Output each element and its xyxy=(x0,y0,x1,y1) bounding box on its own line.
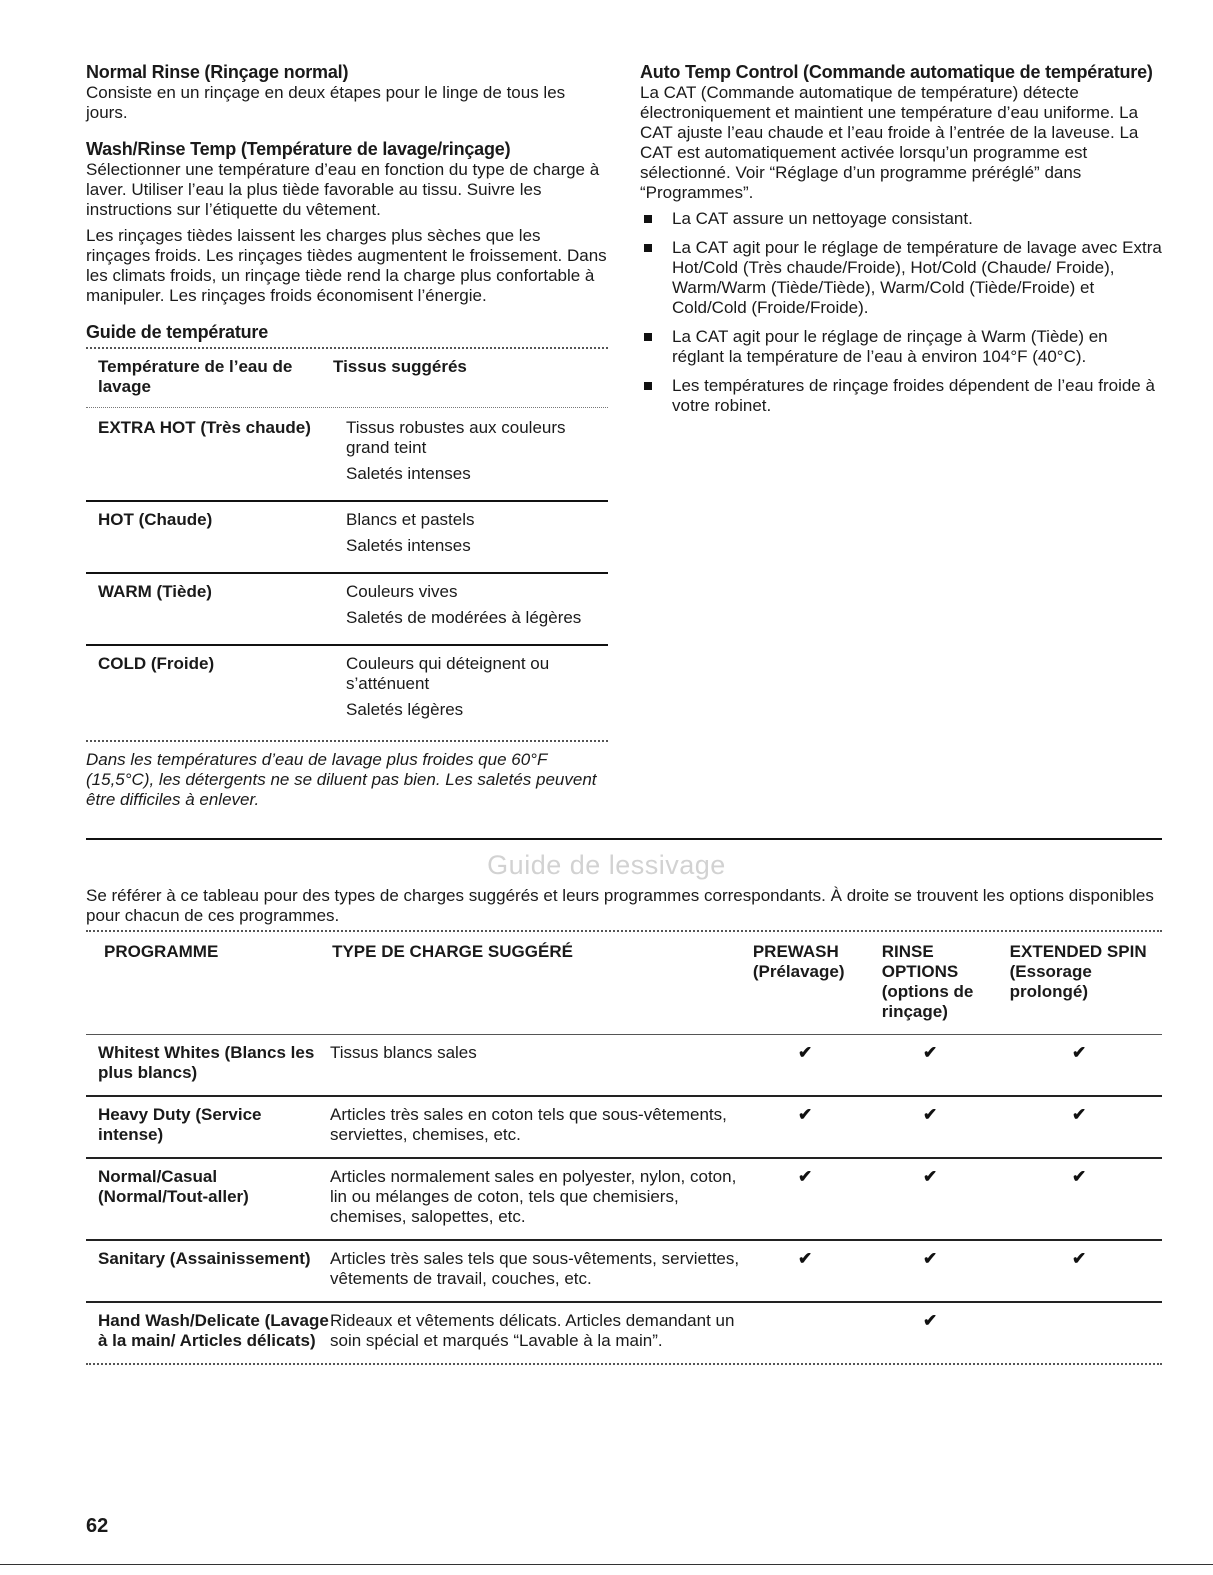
page-number: 62 xyxy=(86,1515,109,1537)
fabric-cell xyxy=(346,510,601,562)
temp-label: HOT (Chaude) xyxy=(98,510,213,529)
table-row xyxy=(86,1095,1162,1157)
fabric-item: Saletés intenses xyxy=(346,464,471,483)
auto-temp-body: La CAT (Commande automatique de température) détecte électroniquement et maintient une température d’eau uniforme. La CAT ajuste l’eau chaude et l’eau froide à l’entrée de la laveuse. La CAT est automatiquement activée lorsqu’un programme est sélectionné. Voir “Réglage d’un programme préréglé” dans “Programmes”. xyxy=(640,83,1139,202)
table-row xyxy=(86,408,608,500)
checkmark-icon: ✔ xyxy=(923,1105,938,1124)
list-item: La CAT agit pour le réglage de rinçage à Warm (Tiède) en réglant la température de l’eau à environ 104°F (40°C). xyxy=(640,327,1162,367)
checkmark-icon: ✔ xyxy=(1072,1167,1087,1186)
wash-rinse-title: Wash/Rinse Temp (Température de lavage/rinçage) xyxy=(86,139,511,159)
header-water-temp: Température de l’eau de lavage xyxy=(98,357,293,396)
dotted-divider xyxy=(86,740,608,742)
load-description: Articles normalement sales en polyester, nylon, coton, lin ou mélanges de coton, tels que chemisiers, chemises, salopettes, etc. xyxy=(330,1167,737,1226)
checkmark-icon: ✔ xyxy=(1072,1249,1087,1268)
checkmark-icon: ✔ xyxy=(798,1105,813,1124)
header-fabrics: Tissus suggérés xyxy=(333,357,467,376)
fabric-item: Couleurs qui déteignent ou s’atténuent xyxy=(346,654,550,693)
bullet-square-icon xyxy=(644,382,652,390)
dotted-divider xyxy=(86,1363,1162,1365)
header-load-type: TYPE DE CHARGE SUGGÉRÉ xyxy=(332,942,573,961)
list-item: La CAT assure un nettoyage consistant. xyxy=(640,209,1162,229)
load-description: Articles très sales en coton tels que sous-vêtements, serviettes, chemises, etc. xyxy=(330,1105,727,1144)
table-row xyxy=(86,572,608,644)
temperature-table xyxy=(86,349,608,736)
temp-label: EXTRA HOT (Très chaude) xyxy=(98,418,311,437)
fabric-item: Blancs et pastels xyxy=(346,510,475,529)
programme-name: Heavy Duty (Service intense) xyxy=(98,1105,262,1144)
temp-label: COLD (Froide) xyxy=(98,654,215,673)
load-description: Rideaux et vêtements délicats. Articles demandant un soin spécial et marqués “Lavable à la main”. xyxy=(330,1311,735,1350)
checkmark-icon: ✔ xyxy=(923,1311,938,1330)
bullet-square-icon xyxy=(644,333,652,341)
table-row xyxy=(86,1157,1162,1239)
wash-rinse-para-2: Les rinçages tièdes laissent les charges plus sèches que les rinçages froids. Les rinçages tièdes augmentent le froissement. Dans les climats froids, un rinçage tiède rend la charge plus confortable à manipuler. Les rinçages froids économisent l’énergie. xyxy=(86,226,607,305)
laundry-guide-intro: Se référer à ce tableau pour des types de charges suggérés et leurs programmes correspondants. À droite se trouvent les options disponibles pour chacun de ces programmes. xyxy=(86,886,1154,925)
fabric-cell xyxy=(346,418,601,490)
header-prewash: PREWASH (Prélavage) xyxy=(752,942,845,981)
normal-rinse-title: Normal Rinse (Rinçage normal) xyxy=(86,62,349,82)
bullet-square-icon xyxy=(644,244,652,252)
temp-guide-title: Guide de température xyxy=(86,322,269,342)
normal-rinse-body: Consiste en un rinçage en deux étapes pour le linge de tous les jours. xyxy=(86,83,566,122)
fabric-item: Saletés de modérées à légères xyxy=(346,608,582,627)
laundry-guide-title: Guide de lessivage xyxy=(487,850,726,880)
header-rinse-options: RINSE OPTIONS (options de rinçage) xyxy=(881,942,974,1021)
table-row xyxy=(86,1239,1162,1301)
header-extended-spin: EXTENDED SPIN (Essorage prolongé) xyxy=(1009,942,1147,1001)
temp-label: WARM (Tiède) xyxy=(98,582,212,601)
table-row xyxy=(86,644,608,736)
bullet-square-icon xyxy=(644,215,652,223)
temperature-table-header xyxy=(86,349,608,407)
load-description: Tissus blancs sales xyxy=(330,1043,477,1062)
programme-name: Hand Wash/Delicate (Lavage à la main/ Articles délicats) xyxy=(98,1311,329,1350)
table-row xyxy=(86,1034,1162,1095)
left-column xyxy=(86,62,608,816)
checkmark-icon: ✔ xyxy=(1072,1043,1087,1062)
list-item: Les températures de rinçage froides dépendent de l’eau froide à votre robinet. xyxy=(640,376,1162,416)
programme-name: Sanitary (Assainissement) xyxy=(98,1249,311,1268)
laundry-table-header xyxy=(86,932,1162,1034)
laundry-guide-table xyxy=(86,930,1162,1365)
checkmark-icon: ✔ xyxy=(798,1167,813,1186)
fabric-cell xyxy=(346,582,601,634)
fabric-item: Tissus robustes aux couleurs grand teint xyxy=(346,418,566,457)
section-divider xyxy=(86,838,1162,840)
right-column xyxy=(640,62,1162,425)
table-row xyxy=(86,500,608,572)
load-description: Articles très sales tels que sous-vêtements, serviettes, vêtements de travail, couches, etc. xyxy=(330,1249,740,1288)
programme-name: Whitest Whites (Blancs les plus blancs) xyxy=(98,1043,315,1082)
checkmark-icon: ✔ xyxy=(923,1167,938,1186)
temperature-note: Dans les températures d’eau de lavage plus froides que 60°F (15,5°C), les détergents ne se diluent pas bien. Les saletés peuvent être difficiles à enlever. xyxy=(86,750,597,809)
auto-temp-title: Auto Temp Control (Commande automatique de température) xyxy=(640,62,1153,82)
fabric-cell xyxy=(346,654,601,726)
checkmark-icon: ✔ xyxy=(1072,1105,1087,1124)
header-programme: PROGRAMME xyxy=(104,942,219,961)
wash-rinse-para-1: Sélectionner une température d’eau en fonction du type de charge à laver. Utiliser l’eau la plus tiède favorable au tissu. Suivre les instructions sur l’étiquette du vêtement. xyxy=(86,160,600,219)
list-item: La CAT agit pour le réglage de température de lavage avec Extra Hot/Cold (Très chaude/Froide), Hot/Cold (Chaude/ Froide), Warm/Warm (Tiède/Tiède), Warm/Cold (Tiède/Froide) et Cold/Cold (Froide/Froide). xyxy=(640,238,1162,318)
checkmark-icon: ✔ xyxy=(923,1249,938,1268)
fabric-item: Saletés intenses xyxy=(346,536,471,555)
auto-temp-bullets xyxy=(640,209,1162,416)
table-row xyxy=(86,1301,1162,1363)
fabric-item: Couleurs vives xyxy=(346,582,458,601)
checkmark-icon: ✔ xyxy=(798,1043,813,1062)
bottom-rule xyxy=(0,1564,1213,1565)
checkmark-icon: ✔ xyxy=(798,1249,813,1268)
programme-name: Normal/Casual (Normal/Tout-aller) xyxy=(98,1167,249,1206)
checkmark-icon: ✔ xyxy=(923,1043,938,1062)
fabric-item: Saletés légères xyxy=(346,700,464,719)
